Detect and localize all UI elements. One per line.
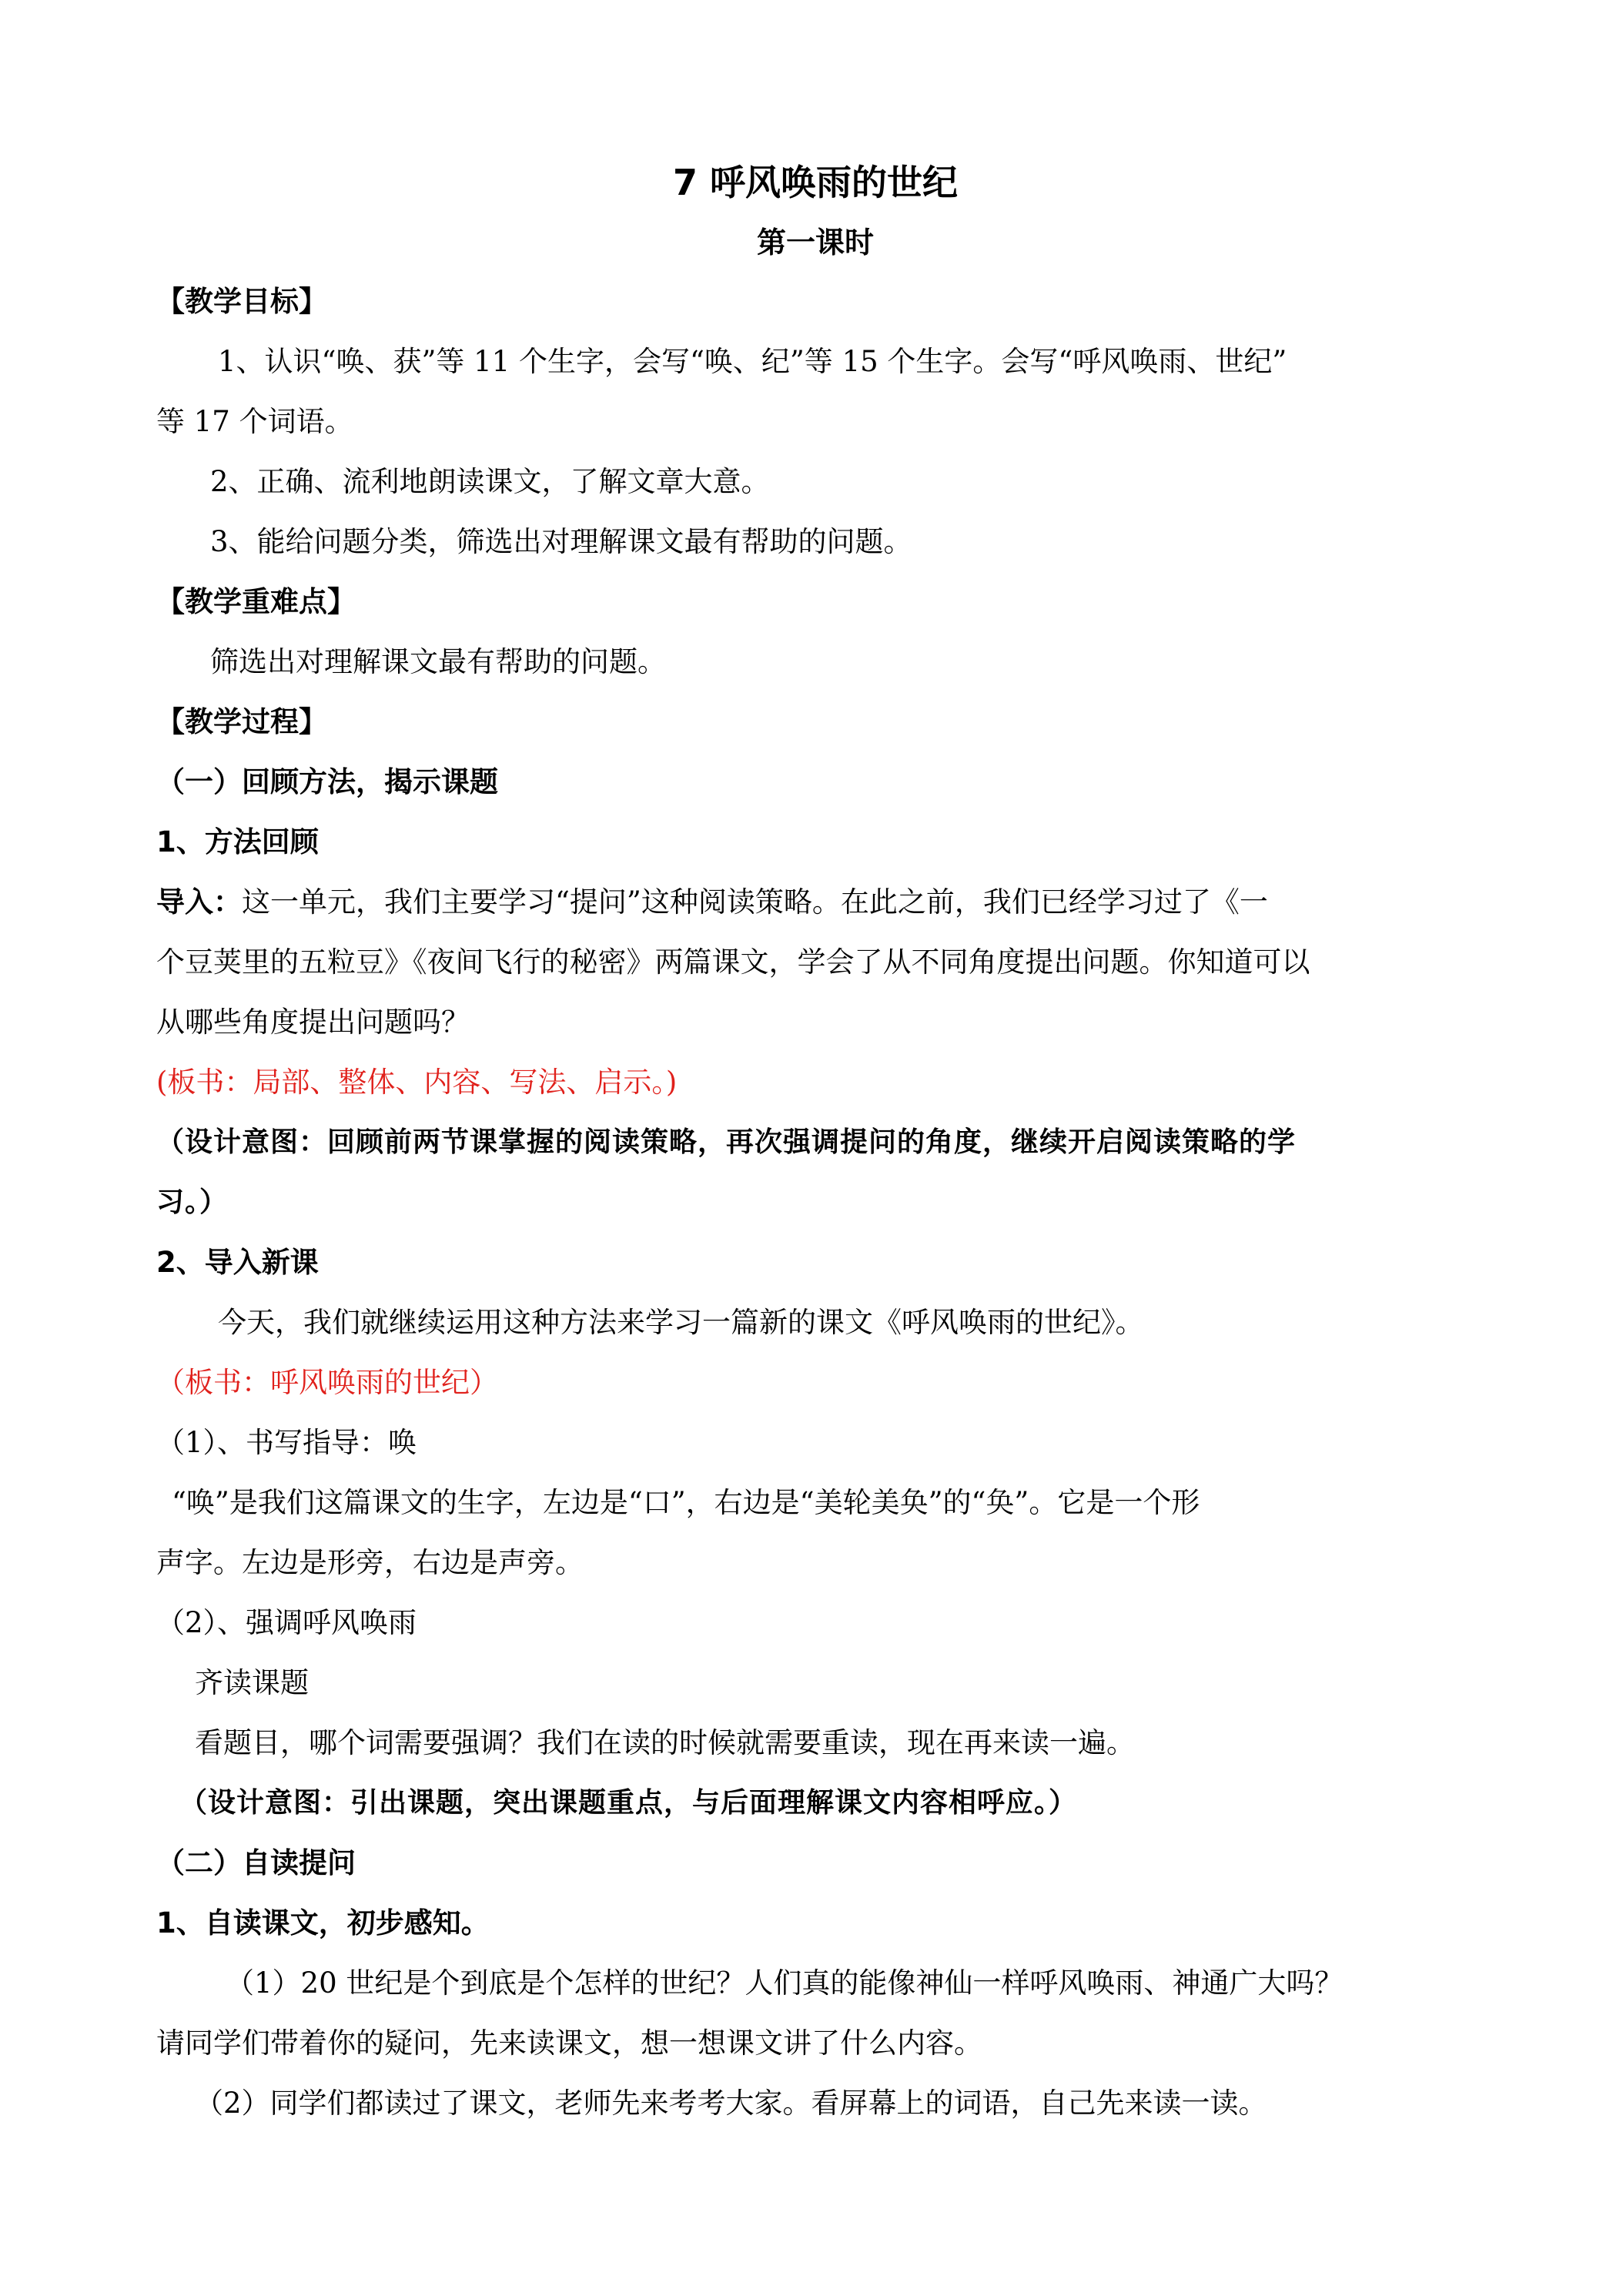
document-page bbox=[156, 158, 1474, 2134]
intro-line-3: 从哪些角度提出问题吗？ bbox=[156, 1006, 470, 1039]
design-intent-1-line-1: （设计意图：回顾前两节课掌握的阅读策略，再次强调提问的角度，继续开启阅读策略的学 bbox=[156, 1126, 1297, 1158]
intro-text: 这一单元，我们主要学习“提问”这种阅读策略。在此之前，我们已经学习过了《一 bbox=[242, 885, 1268, 919]
goal-1-line-2: 等 17 个词语。 bbox=[156, 405, 353, 438]
goal-1-line-1: 1、认识“唤、获”等 11 个生字，会写“唤、纪”等 15 个生字。会写“呼风唤雨、世纪” bbox=[218, 345, 1287, 378]
design-intent-2: （设计意图：引出课题，突出课题重点，与后面理解课文内容相呼应。） bbox=[179, 1787, 1078, 1819]
read-title-text: 齐读课题 bbox=[195, 1666, 309, 1699]
question-2: （2）同学们都读过了课文，老师先来考考大家。看屏幕上的词语，自己先来读一读。 bbox=[195, 2087, 1267, 2120]
lesson-title: 7 呼风唤雨的世纪 bbox=[672, 162, 959, 203]
board-note-2: （板书：呼风唤雨的世纪） bbox=[156, 1366, 498, 1399]
goal-3: 3、能给问题分类，筛选出对理解课文最有帮助的问题。 bbox=[210, 525, 912, 558]
look-title-text: 看题目，哪个词需要强调？我们在读的时候就需要重读，现在再来读一遍。 bbox=[195, 1726, 1135, 1759]
intro-line-1 bbox=[156, 872, 1474, 932]
process-heading: 【教学过程】 bbox=[156, 705, 327, 738]
sub-1-line-2: 声字。左边是形旁，右边是声旁。 bbox=[156, 1546, 584, 1579]
today-text: 今天，我们就继续运用这种方法来学习一篇新的课文《呼风唤雨的世纪》。 bbox=[218, 1306, 1144, 1339]
step-1-heading: 1、方法回顾 bbox=[156, 825, 319, 858]
intro-label: 导入： bbox=[156, 885, 242, 919]
design-intent-1-line-2: 习。） bbox=[156, 1186, 229, 1218]
sub-1-heading: （1）、书写指导：唤 bbox=[156, 1426, 417, 1459]
step-2-heading: 2、导入新课 bbox=[156, 1246, 319, 1279]
part-1-heading: （一）回顾方法，揭示课题 bbox=[156, 765, 498, 798]
question-1-line-1: （1）20 世纪是个到底是个怎样的世纪？人们真的能像神仙一样呼风唤雨、神通广大吗？ bbox=[226, 1966, 1344, 2000]
key-points-heading: 【教学重难点】 bbox=[156, 585, 356, 618]
board-note-1: (板书：局部、整体、内容、写法、启示。) bbox=[156, 1066, 678, 1099]
lesson-subtitle: 第一课时 bbox=[756, 226, 874, 259]
sub-1-line-1: “唤”是我们这篇课文的生字，左边是“口”，右边是“美轮美奂”的“奂”。它是一个形 bbox=[172, 1486, 1200, 1519]
intro-line-2: 个豆荚里的五粒豆》《夜间飞行的秘密》两篇课文，学会了从不同角度提出问题。你知道可以 bbox=[156, 946, 1310, 979]
step-3-heading: 1、自读课文，初步感知。 bbox=[156, 1906, 490, 1940]
part-2-heading: （二）自读提问 bbox=[156, 1846, 356, 1879]
sub-2-heading: （2）、强调呼风唤雨 bbox=[156, 1606, 417, 1639]
goals-heading: 【教学目标】 bbox=[156, 285, 327, 318]
goal-2: 2、正确、流利地朗读课文，了解文章大意。 bbox=[210, 465, 770, 498]
key-points-text: 筛选出对理解课文最有帮助的问题。 bbox=[210, 645, 666, 678]
question-1-line-2: 请同学们带着你的疑问，先来读课文，想一想课文讲了什么内容。 bbox=[156, 2027, 982, 2060]
